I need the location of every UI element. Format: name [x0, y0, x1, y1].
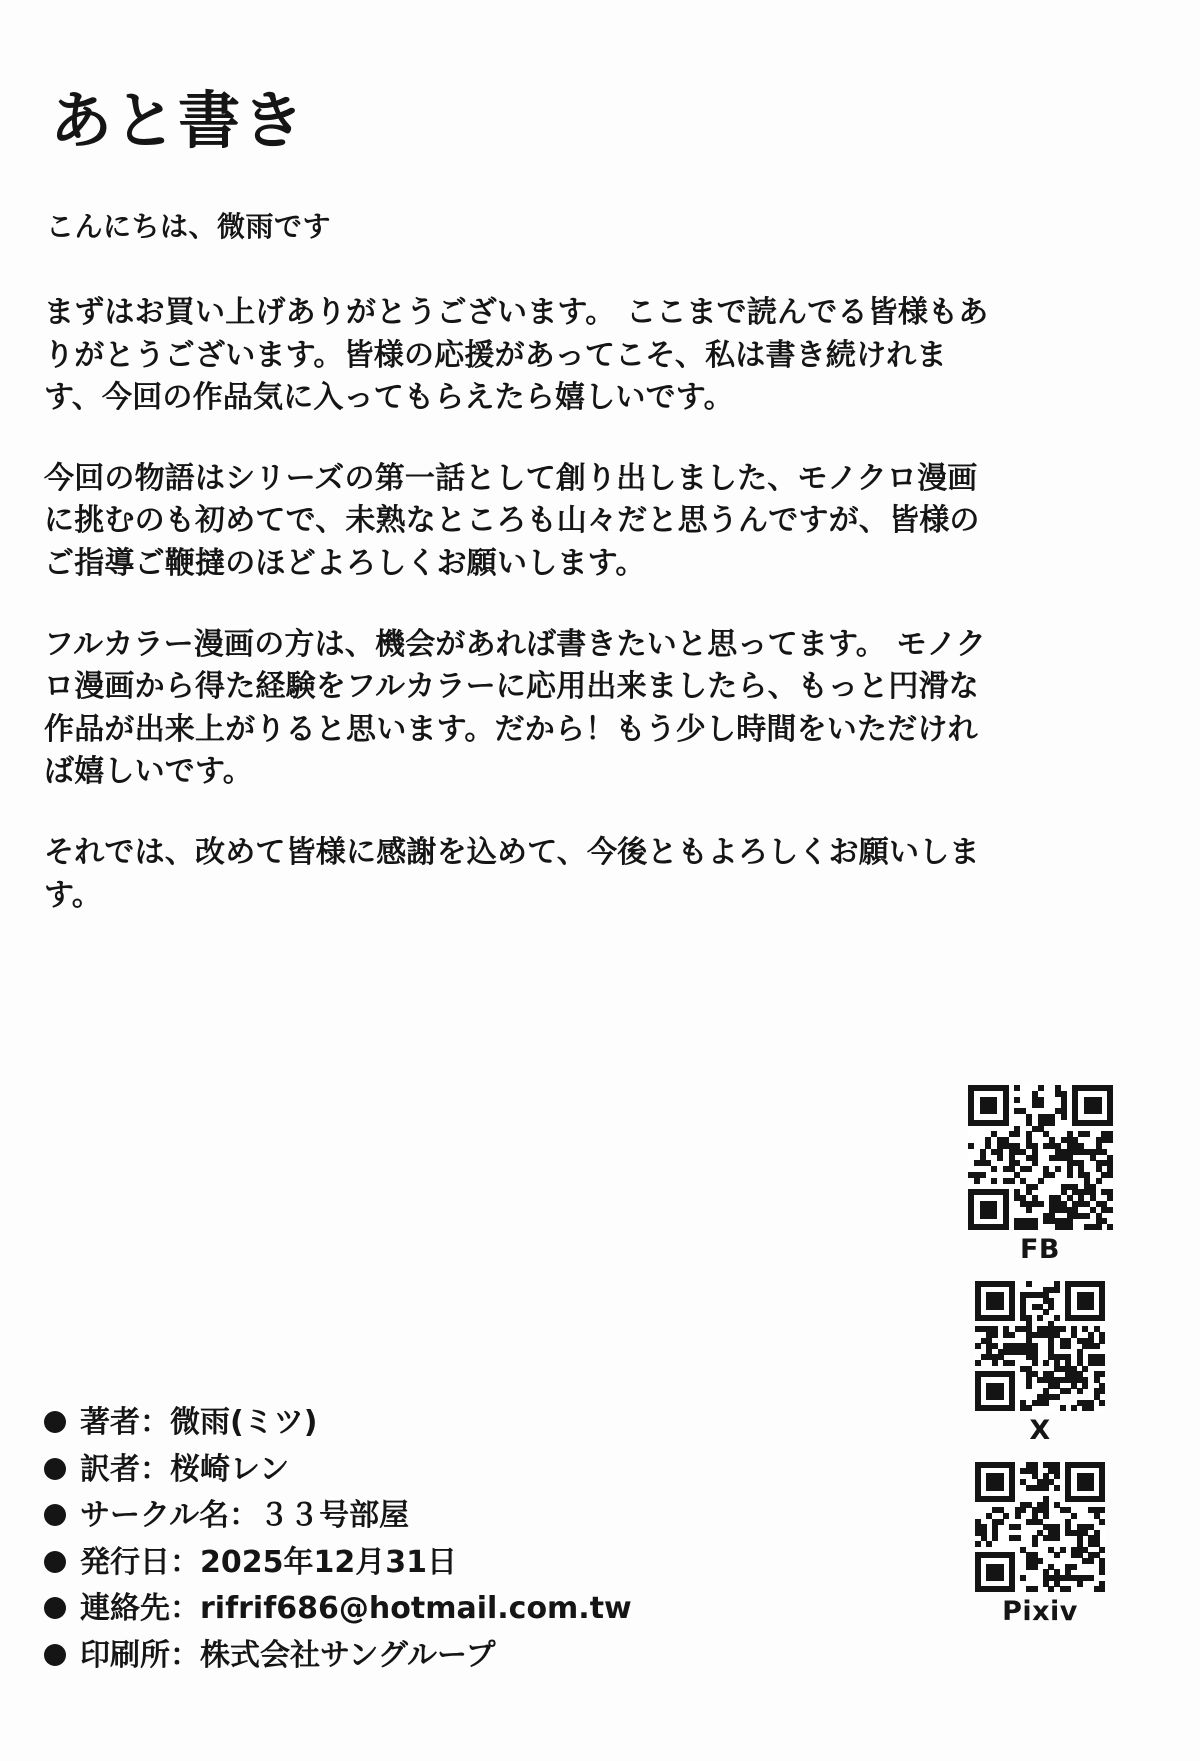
qr-block-x: [975, 1281, 1105, 1456]
page-title: あと書き: [50, 84, 307, 157]
credit-item: [44, 1633, 804, 1680]
qr-code-pixiv[interactable]: [975, 1462, 1105, 1592]
qr-block-facebook: [968, 1085, 1113, 1275]
credit-item: [44, 1400, 804, 1447]
paragraph: フルカラー漫画の方は、機会があれば書きたいと思ってます。 モノクロ漫画から得た経験をフルカラーに応用出来ましたら、もっと円滑な作品が出来上がりると思います。だから！もう少し時間をいただければ嬉しいです。: [44, 626, 987, 790]
bullet-icon: [44, 1597, 66, 1619]
credit-text: 訳者：桜崎レン: [80, 1451, 290, 1487]
credits-list: [44, 1400, 804, 1679]
greeting-text: こんにちは、微雨です: [46, 210, 332, 243]
qr-label: Pixiv: [1002, 1596, 1078, 1627]
paragraph: 今回の物語はシリーズの第一話として創り出しました、モノクロ漫画に挑むのも初めてで、未熟なところも山々だと思うんですが、皆様のご指導ご鞭撻のほどよろしくお願いします。: [44, 460, 980, 581]
afterword-body: [44, 292, 1004, 917]
credit-item: [44, 1540, 804, 1587]
qr-code-x[interactable]: [975, 1281, 1105, 1411]
qr-code-column: [940, 1085, 1140, 1643]
bullet-icon: [44, 1644, 66, 1666]
paragraph: それでは、改めて皆様に感謝を込めて、今後ともよろしくお願いします。: [44, 834, 980, 913]
paragraph: まずはお買い上げありがとうございます。 ここまで読んでる皆様もありがとうございます。皆様の応援があってこそ、私は書き続けれます、今回の作品気に入ってもらえたら嬉しいです。: [44, 295, 989, 416]
credit-item: [44, 1493, 804, 1540]
credit-text: 著者：微雨(ミツ): [80, 1405, 318, 1440]
credit-text: 印刷所：株式会社サングループ: [80, 1637, 496, 1673]
credit-text: 連絡先：rifrif686@hotmail.com.tw: [80, 1591, 632, 1626]
qr-block-pixiv: [975, 1462, 1105, 1637]
credit-item: [44, 1447, 804, 1494]
bullet-icon: [44, 1458, 66, 1480]
qr-label: X: [1029, 1415, 1051, 1446]
credit-text: 発行日：2025年12月31日: [80, 1544, 457, 1580]
credit-text: サークル名：３３号部屋: [80, 1498, 410, 1533]
qr-code-facebook[interactable]: [968, 1085, 1113, 1230]
qr-label: FB: [1019, 1234, 1061, 1265]
bullet-icon: [44, 1551, 66, 1573]
bullet-icon: [44, 1504, 66, 1526]
bullet-icon: [44, 1411, 66, 1433]
credit-item: [44, 1586, 804, 1633]
